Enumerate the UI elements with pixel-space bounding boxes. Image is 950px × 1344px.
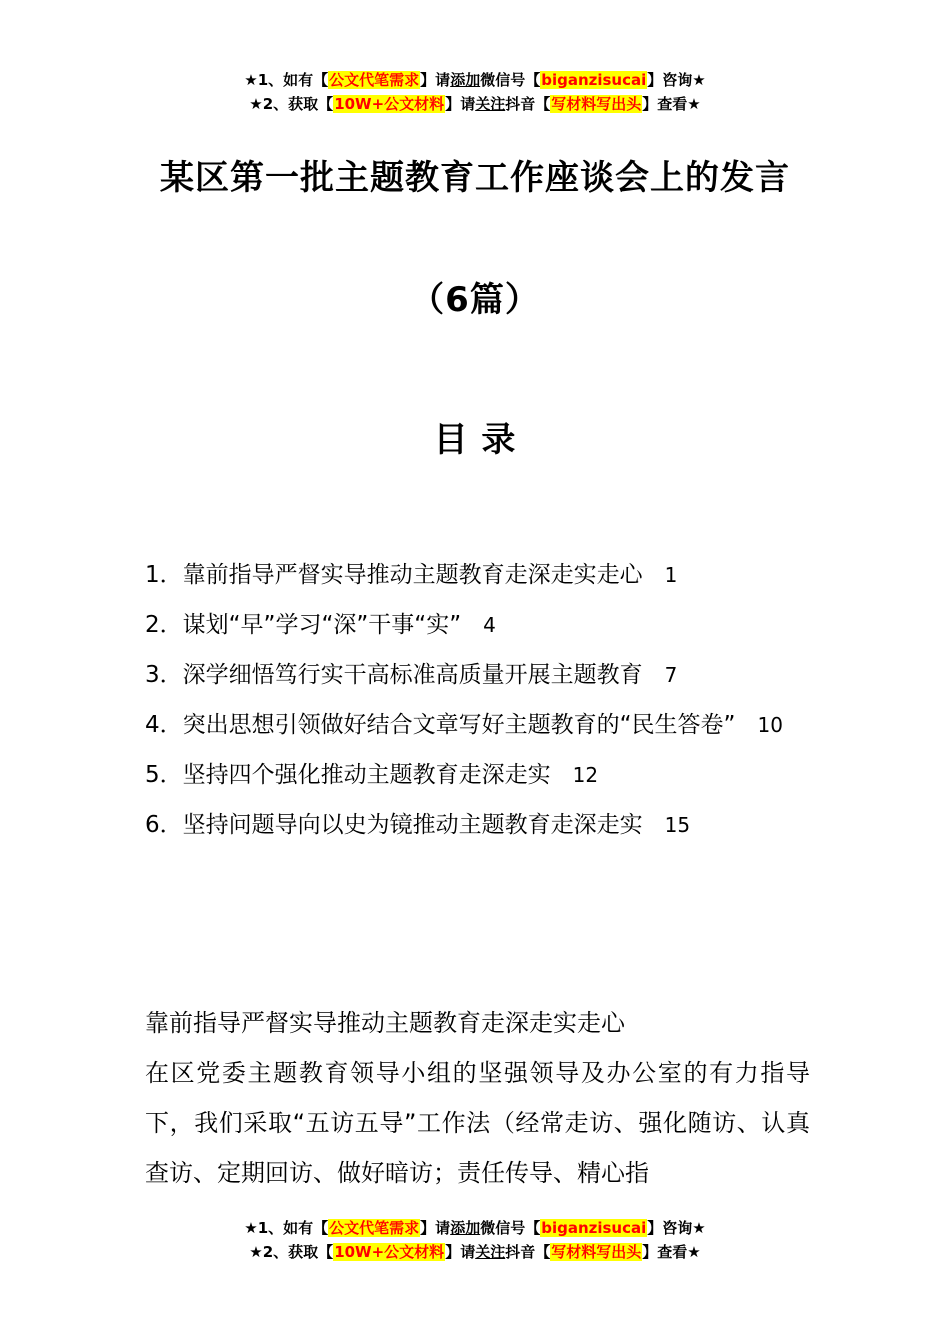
section-title: 靠前指导严督实导推动主题教育走深走实走心 — [145, 1009, 625, 1037]
banner-highlight: 写材料写出头 — [551, 95, 642, 113]
banner-highlight: biganzisucai — [541, 1219, 647, 1237]
document-subtitle: （6篇） — [410, 280, 540, 320]
banner-highlight: 写材料写出头 — [551, 1243, 642, 1261]
top-banner — [0, 68, 950, 116]
document-title: 某区第一批主题教育工作座谈会上的发言 — [160, 158, 790, 198]
table-of-contents — [145, 550, 810, 850]
toc-item[interactable]: 1．靠前指导严督实导推动主题教育走深走实走心 1 — [145, 562, 678, 588]
toc-heading: 目 录 — [433, 420, 517, 460]
toc-item[interactable]: 6．坚持问题导向以史为镜推动主题教育走深走实 15 — [145, 812, 691, 838]
body-content — [145, 998, 810, 1198]
banner-line-1: ★1、如有【公文代笔需求】请添加微信号【biganzisucai】咨询★ — [244, 71, 706, 89]
toc-page-number: 12 — [572, 763, 599, 787]
banner-highlight: 10W+公文材料 — [334, 95, 445, 113]
banner-line-2: ★2、获取【10W+公文材料】请关注抖音【写材料写出头】查看★ — [249, 95, 701, 113]
toc-item[interactable]: 5．坚持四个强化推动主题教育走深走实 12 — [145, 762, 599, 788]
banner-line-2: ★2、获取【10W+公文材料】请关注抖音【写材料写出头】查看★ — [249, 1243, 701, 1261]
toc-item[interactable]: 2．谋划“早”学习“深”干事“实” 4 — [145, 612, 496, 638]
banner-highlight: biganzisucai — [541, 71, 647, 89]
banner-highlight: 公文代笔需求 — [329, 1219, 420, 1237]
toc-page-number: 15 — [664, 813, 691, 837]
banner-line-1: ★1、如有【公文代笔需求】请添加微信号【biganzisucai】咨询★ — [244, 1219, 706, 1237]
banner-highlight: 10W+公文材料 — [334, 1243, 445, 1261]
toc-page-number: 1 — [664, 563, 678, 587]
toc-page-number: 4 — [483, 613, 496, 637]
toc-page-number: 10 — [757, 713, 783, 737]
toc-item[interactable]: 3．深学细悟笃行实干高标准高质量开展主题教育 7 — [145, 662, 678, 688]
body-paragraph: 在区党委主题教育领导小组的坚强领导及办公室的有力指导下，我们采取“五访五导”工作法（经常走访、强化随访、认真查访、定期回访、做好暗访；责任传导、精心指 — [145, 1059, 810, 1187]
bottom-banner — [0, 1216, 950, 1264]
toc-page-number: 7 — [664, 663, 678, 687]
toc-item[interactable]: 4．突出思想引领做好结合文章写好主题教育的“民生答卷” 10 — [145, 712, 783, 738]
banner-highlight: 公文代笔需求 — [329, 71, 420, 89]
